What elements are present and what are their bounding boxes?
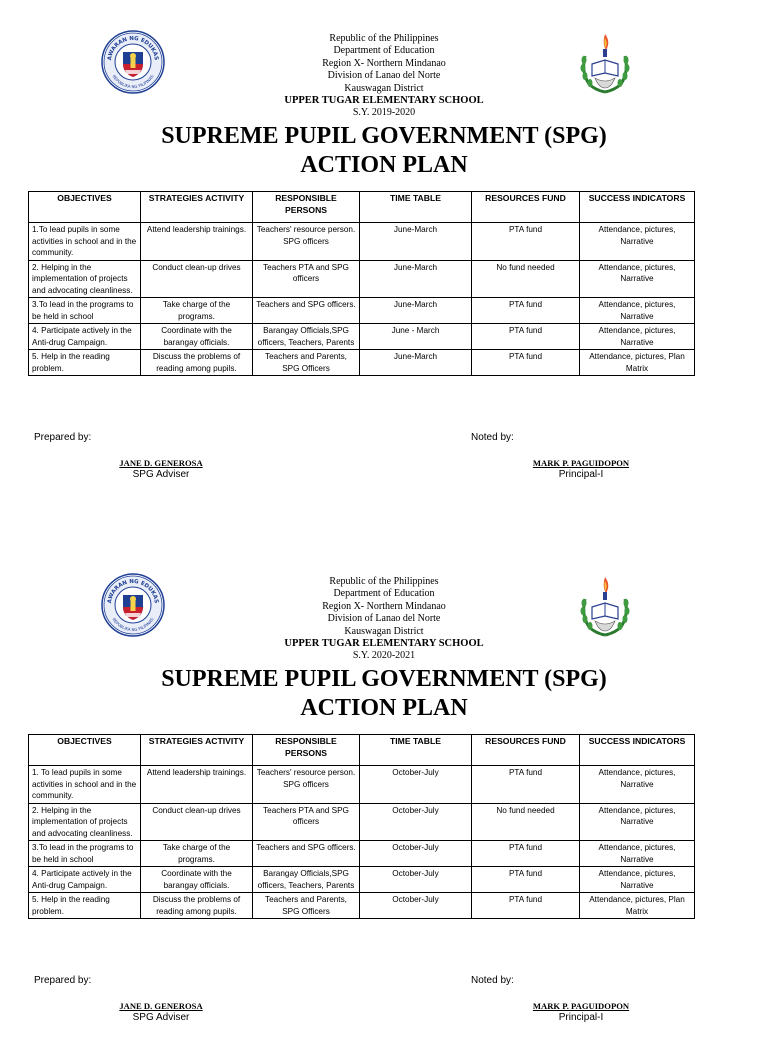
title-line-1: SUPREME PUPIL GOVERNMENT (SPG) bbox=[161, 123, 607, 149]
noted-by-label: Noted by: bbox=[471, 432, 514, 443]
table-cell: Attendance, pictures, Narrative bbox=[580, 766, 695, 804]
table-cell: No fund needed bbox=[472, 803, 580, 841]
title-line-2: ACTION PLAN bbox=[300, 695, 468, 721]
table-cell: 3.To lead in the programs to be held in school bbox=[29, 841, 141, 867]
table-cell: 4. Participate actively in the Anti-drug Campaign. bbox=[29, 867, 141, 893]
table-cell: No fund needed bbox=[472, 260, 580, 298]
table-cell: June-March bbox=[360, 223, 472, 261]
table-row bbox=[29, 867, 695, 893]
table-cell: Attendance, pictures, Plan Matrix bbox=[580, 350, 695, 376]
table-cell: Coordinate with the barangay officials. bbox=[141, 867, 253, 893]
prepared-by-signatory bbox=[81, 1001, 241, 1023]
column-header: RESPONSIBLE PERSONS bbox=[253, 735, 360, 766]
table-cell: Take charge of the programs. bbox=[141, 841, 253, 867]
table-cell: June-March bbox=[360, 298, 472, 324]
table-cell: Barangay Officials,SPG officers, Teachers, Parents bbox=[253, 324, 360, 350]
header-region: Region X- Northern Mindanao bbox=[322, 600, 446, 612]
document-header bbox=[0, 576, 768, 663]
table-cell: Barangay Officials,SPG officers, Teachers, Parents bbox=[253, 867, 360, 893]
table-cell: Attendance, pictures, Narrative bbox=[580, 803, 695, 841]
table-cell: PTA fund bbox=[472, 223, 580, 261]
table-cell: Attendance, pictures, Narrative bbox=[580, 260, 695, 298]
noted-by-position: Principal-I bbox=[558, 469, 604, 480]
table-cell: 2. Helping in the implementation of projects and advocating cleanliness. bbox=[29, 803, 141, 841]
table-cell: Teachers and Parents, SPG Officers bbox=[253, 350, 360, 376]
header-republic: Republic of the Philippines bbox=[329, 576, 439, 587]
table-cell: Attendance, pictures, Narrative bbox=[580, 223, 695, 261]
table-row bbox=[29, 841, 695, 867]
column-header: SUCCESS INDICATORS bbox=[580, 192, 695, 223]
prepared-by-name: JANE D. GENEROSA bbox=[119, 458, 203, 468]
table-row bbox=[29, 324, 695, 350]
table-cell: Teachers and Parents, SPG Officers bbox=[253, 893, 360, 919]
table-cell: Attendance, pictures, Narrative bbox=[580, 298, 695, 324]
table-cell: June-March bbox=[360, 260, 472, 298]
table-cell: Attendance, pictures, Plan Matrix bbox=[580, 893, 695, 919]
column-header: STRATEGIES ACTIVITY bbox=[141, 735, 253, 766]
table-cell: Teachers and SPG officers. bbox=[253, 298, 360, 324]
action-plan-table bbox=[28, 191, 695, 376]
noted-by-signatory bbox=[501, 1001, 661, 1023]
column-header: TIME TABLE bbox=[360, 735, 472, 766]
action-plan-document bbox=[0, 0, 768, 512]
table-cell: 1. To lead pupils in some activities in school and in the community. bbox=[29, 766, 141, 804]
column-header: RESOURCES FUND bbox=[472, 192, 580, 223]
table-row bbox=[29, 298, 695, 324]
header-district: Kauswagan District bbox=[344, 625, 424, 637]
header-republic: Republic of the Philippines bbox=[329, 33, 439, 44]
noted-by-name: MARK P. PAGUIDOPON bbox=[532, 458, 630, 468]
table-cell: 5. Help in the reading problem. bbox=[29, 350, 141, 376]
title-line-1: SUPREME PUPIL GOVERNMENT (SPG) bbox=[161, 666, 607, 692]
column-header: SUCCESS INDICATORS bbox=[580, 735, 695, 766]
table-cell: 1.To lead pupils in some activities in school and in the community. bbox=[29, 223, 141, 261]
table-cell: Attendance, pictures, Narrative bbox=[580, 324, 695, 350]
prepared-by-label: Prepared by: bbox=[34, 975, 92, 986]
table-cell: Discuss the problems of reading among pupils. bbox=[141, 893, 253, 919]
table-cell: October-July bbox=[360, 766, 472, 804]
table-header-row bbox=[29, 192, 695, 223]
table-cell: PTA fund bbox=[472, 867, 580, 893]
header-region: Region X- Northern Mindanao bbox=[322, 57, 446, 69]
action-plan-table bbox=[28, 734, 695, 919]
school-name: UPPER TUGAR ELEMENTARY SCHOOL bbox=[284, 95, 484, 107]
table-cell: Teachers' resource person. SPG officers bbox=[253, 223, 360, 261]
table-cell: Attendance, pictures, Narrative bbox=[580, 867, 695, 893]
table-row bbox=[29, 893, 695, 919]
header-division: Division of Lanao del Norte bbox=[327, 613, 441, 625]
table-row bbox=[29, 223, 695, 261]
table-cell: October-July bbox=[360, 803, 472, 841]
table-cell: 3.To lead in the programs to be held in school bbox=[29, 298, 141, 324]
table-cell: October-July bbox=[360, 893, 472, 919]
table-cell: Attendance, pictures, Narrative bbox=[580, 841, 695, 867]
table-cell: June-March bbox=[360, 350, 472, 376]
table-cell: Attend leadership trainings. bbox=[141, 223, 253, 261]
document-title bbox=[0, 665, 768, 723]
header-department: Department of Education bbox=[333, 45, 435, 57]
table-row bbox=[29, 260, 695, 298]
table-cell: PTA fund bbox=[472, 298, 580, 324]
table-cell: Attend leadership trainings. bbox=[141, 766, 253, 804]
table-header-row bbox=[29, 735, 695, 766]
noted-by-label: Noted by: bbox=[471, 975, 514, 986]
column-header: STRATEGIES ACTIVITY bbox=[141, 192, 253, 223]
school-year: S.Y. 2020-2021 bbox=[352, 650, 416, 662]
school-name: UPPER TUGAR ELEMENTARY SCHOOL bbox=[284, 638, 484, 650]
column-header: RESOURCES FUND bbox=[472, 735, 580, 766]
table-cell: Coordinate with the barangay officials. bbox=[141, 324, 253, 350]
table-cell: October-July bbox=[360, 841, 472, 867]
header-department: Department of Education bbox=[333, 588, 435, 600]
noted-by-position: Principal-I bbox=[558, 1012, 604, 1023]
table-cell: PTA fund bbox=[472, 766, 580, 804]
table-cell: Discuss the problems of reading among pupils. bbox=[141, 350, 253, 376]
noted-by-signatory bbox=[501, 458, 661, 480]
document-header bbox=[0, 33, 768, 120]
noted-by-name: MARK P. PAGUIDOPON bbox=[532, 1001, 630, 1011]
table-cell: 4. Participate actively in the Anti-drug Campaign. bbox=[29, 324, 141, 350]
table-cell: PTA fund bbox=[472, 841, 580, 867]
column-header: OBJECTIVES bbox=[29, 192, 141, 223]
school-year: S.Y. 2019-2020 bbox=[352, 107, 416, 119]
table-cell: Teachers' resource person. SPG officers bbox=[253, 766, 360, 804]
table-row bbox=[29, 803, 695, 841]
table-cell: PTA fund bbox=[472, 350, 580, 376]
column-header: OBJECTIVES bbox=[29, 735, 141, 766]
column-header: RESPONSIBLE PERSONS bbox=[253, 192, 360, 223]
title-line-2: ACTION PLAN bbox=[300, 152, 468, 178]
header-district: Kauswagan District bbox=[344, 82, 424, 94]
prepared-by-position: SPG Adviser bbox=[132, 469, 190, 480]
document-title bbox=[0, 122, 768, 180]
prepared-by-signatory bbox=[81, 458, 241, 480]
prepared-by-name: JANE D. GENEROSA bbox=[119, 1001, 203, 1011]
table-cell: PTA fund bbox=[472, 893, 580, 919]
table-cell: Teachers PTA and SPG officers bbox=[253, 803, 360, 841]
table-cell: Conduct clean-up drives bbox=[141, 803, 253, 841]
table-cell: 5. Help in the reading problem. bbox=[29, 893, 141, 919]
table-cell: October-July bbox=[360, 867, 472, 893]
table-cell: 2. Helping in the implementation of projects and advocating cleanliness. bbox=[29, 260, 141, 298]
prepared-by-label: Prepared by: bbox=[34, 432, 92, 443]
action-plan-document bbox=[0, 543, 768, 1055]
table-cell: PTA fund bbox=[472, 324, 580, 350]
table-row bbox=[29, 350, 695, 376]
table-cell: Conduct clean-up drives bbox=[141, 260, 253, 298]
table-cell: Teachers and SPG officers. bbox=[253, 841, 360, 867]
header-division: Division of Lanao del Norte bbox=[327, 70, 441, 82]
table-row bbox=[29, 766, 695, 804]
table-cell: June - March bbox=[360, 324, 472, 350]
table-cell: Teachers PTA and SPG officers bbox=[253, 260, 360, 298]
column-header: TIME TABLE bbox=[360, 192, 472, 223]
prepared-by-position: SPG Adviser bbox=[132, 1012, 190, 1023]
table-cell: Take charge of the programs. bbox=[141, 298, 253, 324]
